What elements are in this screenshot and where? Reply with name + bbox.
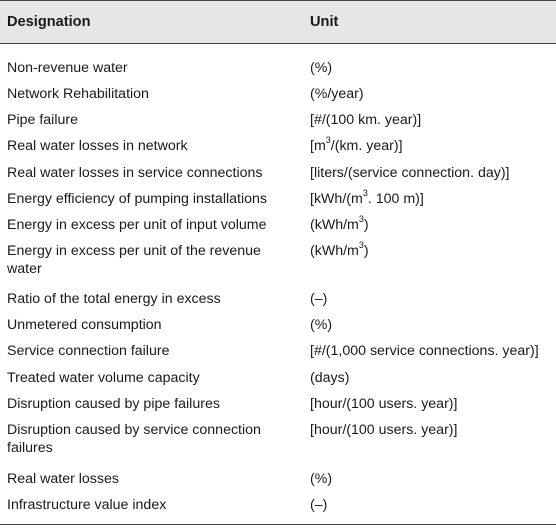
designation-line: Energy in excess per unit of the revenue — [7, 243, 261, 259]
unit-text: . 100 m)] — [367, 191, 424, 207]
unit-cell: (%) — [310, 317, 333, 333]
unit-cell: (%) — [310, 471, 333, 487]
designation-cell: Network Rehabilitation — [7, 86, 149, 102]
designation-cell: Real water losses — [7, 471, 119, 487]
unit-superscript: 3 — [362, 188, 368, 199]
designation-cell: Energy efficiency of pumping installations — [7, 191, 267, 207]
designation-cell: Disruption caused by pipe failures — [7, 396, 220, 412]
designation-cell: Pipe failure — [7, 112, 78, 128]
unit-text: [m — [310, 138, 326, 154]
header-designation: Designation — [7, 14, 91, 30]
unit-text: (kWh/m — [310, 243, 359, 259]
unit-cell — [310, 190, 556, 208]
unit-text: ) — [363, 243, 369, 259]
unit-text: (kWh/m — [310, 217, 359, 233]
designation-cell: Infrastructure value index — [7, 497, 167, 513]
table-header — [0, 0, 556, 44]
designation-cell: Unmetered consumption — [7, 317, 162, 333]
unit-superscript: 3 — [358, 240, 364, 251]
unit-text: ) — [363, 217, 369, 233]
unit-cell — [310, 137, 556, 155]
header-unit: Unit — [310, 14, 339, 30]
unit-cell — [310, 216, 556, 234]
unit-cell: [#/(1,000 service connections. year)] — [310, 343, 539, 359]
unit-cell: [hour/(100 users. year)] — [310, 422, 458, 438]
designation-cell — [7, 421, 302, 457]
unit-cell: (–) — [310, 291, 328, 307]
unit-cell: [#/(100 km. year)] — [310, 112, 422, 128]
unit-cell: (%) — [310, 60, 333, 76]
unit-cell — [310, 242, 556, 260]
unit-cell: (%/year) — [310, 86, 364, 102]
unit-superscript: 3 — [358, 214, 364, 225]
unit-cell: [hour/(100 users. year)] — [310, 396, 458, 412]
designation-cell: Ratio of the total energy in excess — [7, 291, 221, 307]
unit-superscript: 3 — [325, 135, 331, 146]
unit-text: /(km. year)] — [330, 138, 403, 154]
unit-cell: [liters/(service connection. day)] — [310, 165, 510, 181]
designation-line: failures — [7, 440, 53, 456]
designation-cell: Energy in excess per unit of input volume — [7, 217, 267, 233]
unit-cell: (days) — [310, 370, 350, 386]
designation-cell: Service connection failure — [7, 343, 170, 359]
designation-cell: Real water losses in service connections — [7, 165, 263, 181]
table-bottom-rule — [0, 524, 556, 525]
designation-cell — [7, 242, 302, 278]
designation-line: Disruption caused by service connection — [7, 422, 261, 438]
unit-cell: (–) — [310, 497, 328, 513]
designation-cell: Real water losses in network — [7, 138, 188, 154]
designation-cell: Non-revenue water — [7, 60, 128, 76]
designation-cell: Treated water volume capacity — [7, 370, 200, 386]
unit-text: [kWh/(m — [310, 191, 363, 207]
designation-line: water — [7, 261, 42, 277]
